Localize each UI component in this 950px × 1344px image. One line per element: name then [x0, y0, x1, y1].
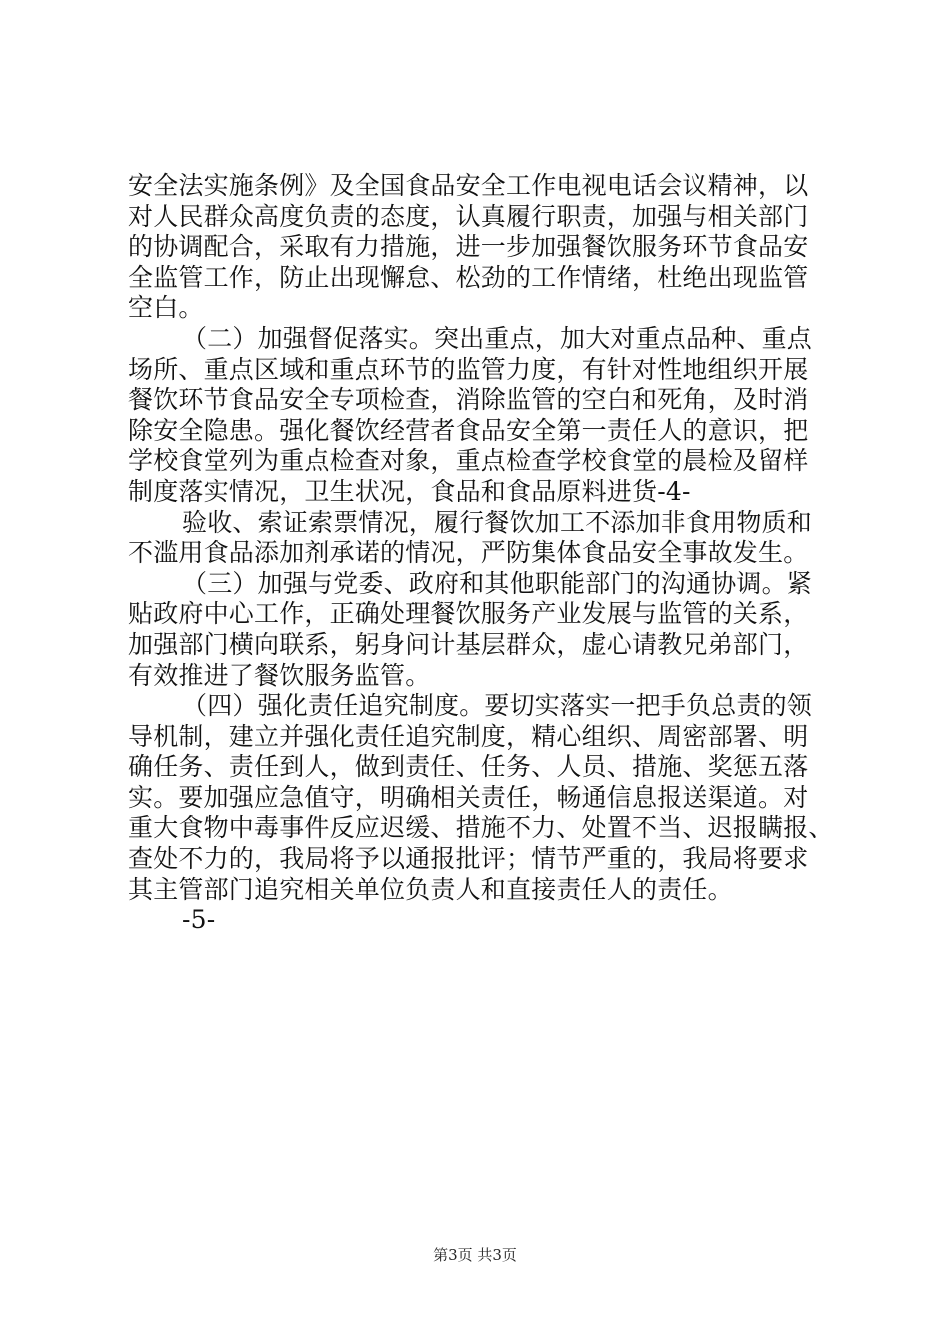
text-line: 对人民群众高度负责的态度，认真履行职责，加强与相关部门 — [128, 201, 809, 231]
text-line: 其主管部门追究相关单位负责人和直接责任人的责任。 — [128, 874, 733, 904]
text-line: 场所、重点区域和重点环节的监管力度，有针对性地组织开展 — [128, 354, 809, 384]
text-line: 空白。 — [128, 293, 204, 323]
text-line: 实。要加强应急值守，明确相关责任，畅通信息报送渠道。对 — [128, 782, 809, 812]
text-line: 贴政府中心工作，正确处理餐饮服务产业发展与监管的关系， — [128, 599, 809, 629]
text-line: 制度落实情况，卫生状况，食品和食品原料进货-4- — [128, 476, 691, 506]
text-line: 导机制，建立并强化责任追究制度，精心组织、周密部署、明 — [128, 721, 809, 751]
text-line: 学校食堂列为重点检查对象，重点检查学校食堂的晨检及留样 — [128, 446, 809, 476]
inline-page-marker: -5- — [182, 905, 216, 935]
text-line: 不滥用食品添加剂承诺的情况，严防集体食品安全事故发生。 — [128, 538, 809, 568]
text-line: （四）强化责任追究制度。要切实落实一把手负总责的领 — [182, 691, 813, 721]
page-footer: 第3页 共3页 — [433, 1246, 517, 1264]
text-line: 的协调配合，采取有力措施，进一步加强餐饮服务环节食品安 — [128, 232, 809, 262]
text-line: 查处不力的，我局将予以通报批评；情节严重的，我局将要求 — [128, 844, 809, 874]
text-line: 餐饮环节食品安全专项检查，消除监管的空白和死角，及时消 — [128, 385, 809, 415]
document-body — [128, 171, 840, 936]
text-line: 确任务、责任到人，做到责任、任务、人员、措施、奖惩五落 — [128, 752, 809, 782]
text-line: 安全法实施条例》及全国食品安全工作电视电话会议精神，以 — [128, 171, 809, 200]
text-line: 验收、索证索票情况，履行餐饮加工不添加非食用物质和 — [182, 507, 813, 537]
text-line: （二）加强督促落实。突出重点，加大对重点品种、重点 — [182, 323, 813, 353]
text-line: 加强部门横向联系，躬身问计基层群众，虚心请教兄弟部门， — [128, 629, 809, 659]
text-line: （三）加强与党委、政府和其他职能部门的沟通协调。紧 — [182, 568, 813, 598]
text-line: 除安全隐患。强化餐饮经营者食品安全第一责任人的意识，把 — [128, 415, 809, 445]
text-line: 重大食物中毒事件反应迟缓、措施不力、处置不当、迟报瞒报、 — [128, 813, 834, 843]
text-line: 全监管工作，防止出现懈怠、松劲的工作情绪，杜绝出现监管 — [128, 262, 809, 292]
text-line: 有效推进了餐饮服务监管。 — [128, 660, 431, 690]
